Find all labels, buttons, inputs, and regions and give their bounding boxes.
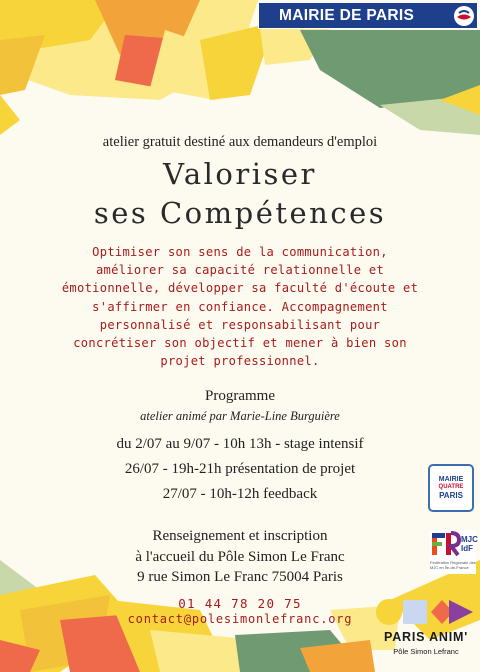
- session-line: du 2/07 au 9/07 - 10h 13h - stage intensif: [116, 436, 364, 452]
- m4-line: MAIRIE: [438, 476, 464, 483]
- session-line: 26/07 - 19h-21h présentation de projet: [124, 461, 356, 477]
- mairie-de-paris-logo: [258, 2, 478, 29]
- description-line: projet professionnel.: [160, 354, 320, 369]
- mairie-logo-text: MAIRIE DE PARIS: [279, 6, 415, 24]
- title-line-1: Valoriser: [163, 157, 317, 191]
- mairie-quatre-logo: [428, 464, 474, 512]
- m4-line: QUATRE: [438, 484, 464, 490]
- description-line: personnalisé et responsabilisant pour: [99, 317, 381, 332]
- info-line: 9 rue Simon Le Franc 75004 Paris: [137, 569, 343, 585]
- mjc-tag: IdF: [461, 544, 473, 553]
- description-line: améliorer sa capacité relationnelle et: [95, 263, 385, 278]
- description-line: Optimiser son sens de la communication,: [92, 245, 388, 259]
- description-line: émotionnelle, développer sa faculté d'écoute et: [61, 281, 419, 296]
- info-line: Renseignement et inscription: [152, 528, 328, 544]
- deco-shape: [0, 95, 20, 135]
- workshop-subtitle: atelier gratuit destiné aux demandeurs d'emploi: [102, 134, 378, 150]
- m4-line: PARIS: [439, 491, 463, 500]
- ship-emblem-icon: [453, 5, 475, 27]
- paris-anim-logo-text: PARIS ANIM': [384, 630, 468, 644]
- mjc-idf-logo: [430, 530, 476, 574]
- paris-anim-logo-sub: Pôle Simon Lefranc: [393, 647, 459, 656]
- phone-number[interactable]: 01 44 78 20 75: [178, 596, 302, 611]
- programme-facilitator: atelier animé par Marie-Line Burguière: [140, 409, 340, 423]
- title-line-2: ses Compétences: [93, 196, 387, 230]
- paris-anim-shapes-icon: [375, 598, 475, 628]
- description-line: s'affirmer en confiance. Accompagnement: [92, 299, 388, 314]
- mjc-caption: Fédération Régionale des MJC en Île-de-France: [430, 560, 476, 570]
- mjc-tag: MJC: [461, 535, 478, 544]
- info-line: à l'accueil du Pôle Simon Le Franc: [135, 549, 345, 565]
- description: [0, 243, 480, 370]
- programme-heading: Programme: [205, 388, 275, 404]
- description-line: concrétiser son objectif et mener à bien son: [73, 336, 407, 351]
- email-address[interactable]: contact@polesimonlefranc.org: [127, 612, 353, 626]
- mjc-mark-icon: [430, 530, 476, 560]
- session-line: 27/07 - 10h-12h feedback: [162, 486, 318, 502]
